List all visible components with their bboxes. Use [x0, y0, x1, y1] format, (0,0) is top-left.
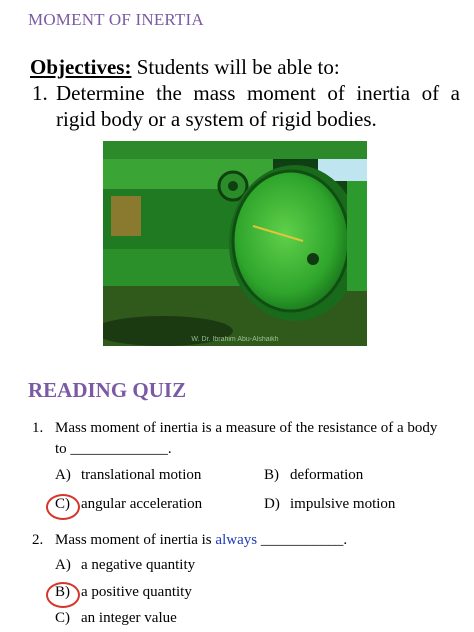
option-letter: A)	[55, 557, 71, 573]
answer-option[interactable]	[55, 467, 201, 484]
question-text: Mass moment of inertia is a measure of the resistance of a body to _____________.	[55, 420, 438, 457]
objective-item	[32, 80, 460, 132]
reading-quiz-title: READING QUIZ	[28, 378, 187, 402]
question-number: 1.	[32, 420, 44, 436]
photo-illustration	[103, 141, 367, 346]
objectives-intro: Students will be able to:	[131, 55, 340, 79]
question-text-start: Mass moment of inertia is	[55, 532, 216, 548]
answer-option[interactable]	[55, 584, 192, 601]
option-text: impulsive motion	[290, 496, 396, 512]
option-text: translational motion	[81, 467, 202, 483]
objectives-label: Objectives:	[30, 55, 132, 79]
emphasis-word: always	[215, 532, 258, 548]
question-1	[32, 418, 452, 460]
tractor-flywheel-photo	[103, 141, 367, 346]
objective-number: 1.	[32, 81, 48, 105]
option-text: a positive quantity	[81, 584, 192, 600]
option-letter: C)	[55, 610, 70, 626]
answer-option[interactable]	[264, 496, 395, 513]
answer-option[interactable]	[55, 496, 202, 513]
answer-option[interactable]	[55, 557, 195, 574]
option-text: a negative quantity	[81, 557, 196, 573]
option-text: an integer value	[81, 610, 177, 626]
objective-text: Determine the mass moment of inertia of a rigid body or a system of rigid bodies.	[56, 81, 460, 131]
answer-option[interactable]	[55, 610, 177, 627]
option-text: deformation	[290, 467, 364, 483]
question-text-end: ___________.	[257, 532, 348, 548]
slide-title: MOMENT OF INERTIA	[28, 10, 204, 29]
option-letter: D)	[264, 496, 280, 512]
photo-watermark: W. Dr. Ibrahim Abu-Alshaikh	[191, 336, 279, 343]
option-letter: C)	[55, 496, 70, 512]
option-letter: B)	[55, 584, 70, 600]
option-letter: A)	[55, 467, 71, 483]
option-text: angular acceleration	[81, 496, 203, 512]
question-2	[32, 530, 452, 551]
question-number: 2.	[32, 532, 44, 548]
option-letter: B)	[264, 467, 279, 483]
objectives-heading	[30, 55, 340, 80]
answer-option[interactable]	[264, 467, 363, 484]
question-text	[55, 530, 452, 551]
